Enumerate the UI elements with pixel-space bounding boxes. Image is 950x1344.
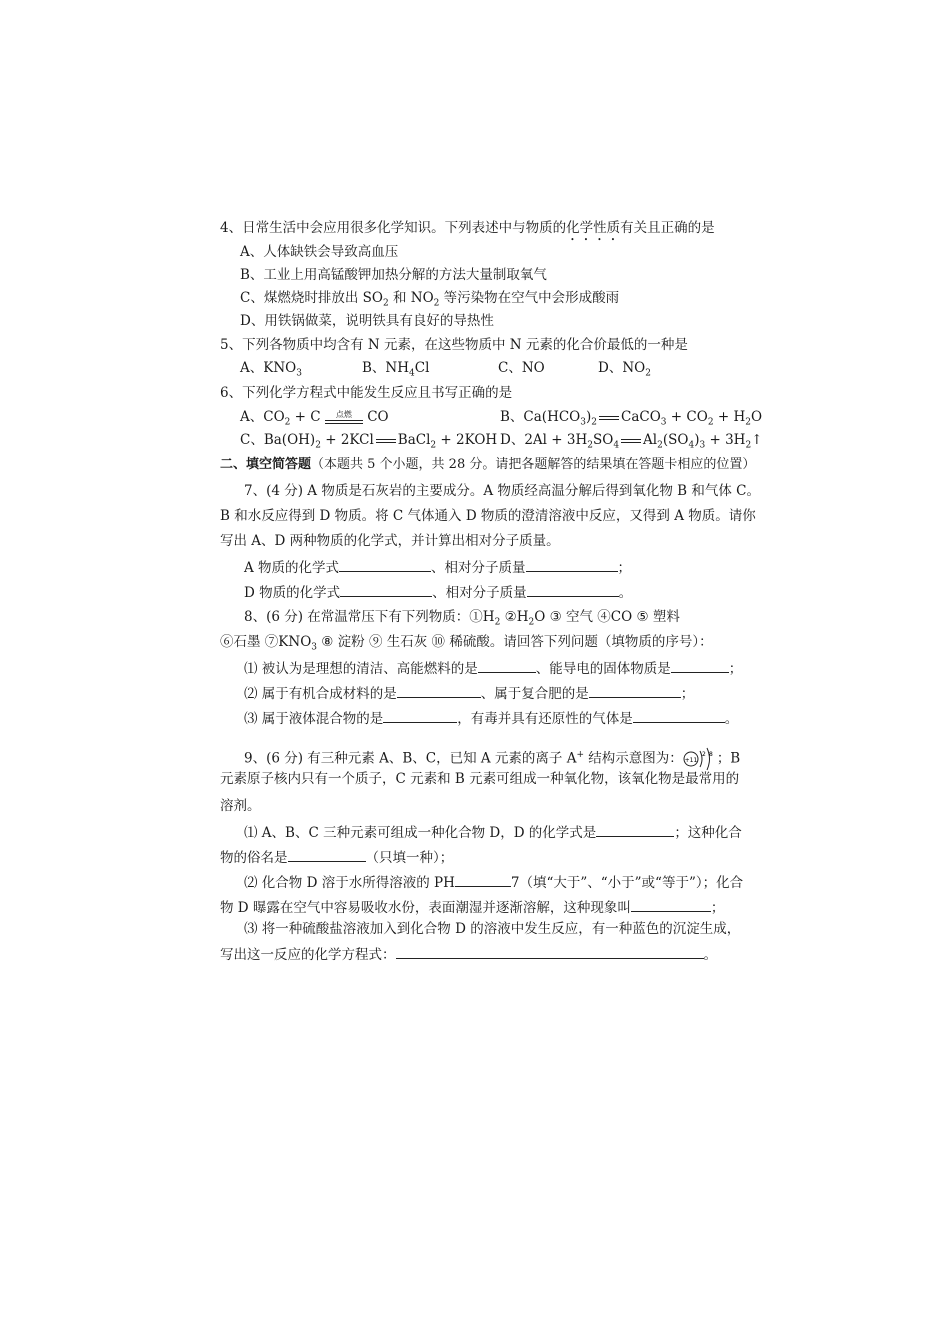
q8-s1-label2: 、能导电的固体物质是 [535,661,671,677]
superscript: + [576,750,585,760]
q7-d-formula-blank[interactable] [340,582,432,597]
q6-b-prod3: + H [713,409,746,425]
q9-s1-label3: 物的俗名是 [220,850,288,866]
q9-text2: 结构示意图为： [584,750,683,767]
q8-s1-blank2[interactable] [671,658,729,673]
q8-s2-label: ⑵ 属于有机合成材料的是 [244,686,397,702]
subscript: 4 [409,368,415,379]
q8-s3-blank2[interactable] [633,708,725,723]
q6-d-prod3: ) [694,432,700,448]
q9-sub1-line1 [244,822,742,842]
q6-a-product: CO [362,409,389,425]
subscript: 2 [382,298,389,309]
punctuation: ； [680,686,695,702]
q7-answer-d [244,582,632,602]
subscript: 2 [284,417,291,428]
punctuation: 。 [724,711,739,727]
subscript: 2 [745,440,752,451]
q6-option-c [240,431,497,455]
q7-line1: 7、(4 分) A 物质是石灰岩的主要成分。A 物质经高温分解后得到氧化物 B 和气体 C。 [244,483,760,499]
q4-c-text2: 和 NO [388,290,434,306]
q8-s1-blank1[interactable] [478,658,536,673]
q4-stem-text: 4、日常生活中会应用很多化学知识。下列表述中与物质的 [220,220,567,236]
q5-stem: 5、下列各物质中均含有 N 元素，在这些物质中 N 元素的化合价最低的一种是 [220,337,688,353]
q5-option-a [240,359,302,383]
subscript: 3 [699,440,706,451]
q9-sub3-line2 [220,944,717,964]
q9-sub2-line2 [220,897,724,917]
q6-option-a [240,408,389,432]
q7-answer-a [244,557,631,577]
punctuation: ； [710,900,725,916]
q5-b-text2: Cl [414,360,430,376]
q8-text5: ⑧ 淀粉 ⑨ 生石灰 ⑩ 稀硫酸。请回答下列问题（填物质的序号）： [317,634,713,650]
q4-option-a: A、人体缺铁会导致高血压 [240,244,399,260]
q8-text4: ⑥石墨 ⑦KNO [220,634,312,650]
subscript: 2 [657,440,663,451]
q6-a-text2: + C [290,409,325,425]
q6-stem: 6、下列化学方程式中能发生反应且书写正确的是 [220,385,513,401]
q9-sub3-line1: ⑶ 将一种硫酸盐溶液加入到化合物 D 的溶液中发生反应，有一种蓝色的沉淀生成， [244,921,741,937]
q9-sub2-line1 [244,872,743,892]
punctuation: 。 [703,947,717,963]
subscript: 3 [311,642,317,653]
q9-line2: 元素原子核内只有一个质子，C 元素和 B 元素可组成一种氧化物，该氧化物是最常用的 [220,771,740,787]
q8-s3-label: ⑶ 属于液体混合物的是 [244,711,384,727]
q4-option-b: B、工业上用高锰酸钾加热分解的方法大量制取氧气 [240,267,547,283]
punctuation: ； [617,560,632,576]
section-heading [220,456,755,474]
subscript: 2 [315,440,321,451]
q9-text3: ；B [716,750,741,767]
subscript: 2 [494,617,501,628]
q9-s1-label: ⑴ A、B、C 三种元素可组成一种化合物 D，D 的化学式是 [244,825,597,841]
q7-a-formula-blank[interactable] [339,557,431,572]
q9-s2-blank1[interactable] [455,872,511,887]
q8-line1 [244,608,680,632]
q6-a-text: A、CO [240,409,285,425]
q6-d-prod2: (SO [662,432,689,448]
q4-c-text3: 等污染物在空气中会形成酸雨 [439,290,620,306]
subscript: 3 [296,368,302,379]
q9-s2-label3: 物 D 曝露在空气中容易吸收水份，表面潮湿并逐渐溶解，这种现象叫 [220,900,631,916]
subscript: 4 [688,440,695,451]
q8-sub3 [244,708,738,728]
q9-s2-blank2[interactable] [631,897,711,912]
subscript: 4 [613,440,620,451]
q7-a-mass-blank[interactable] [526,557,618,572]
q4-stem-emphasis: 化学性质 [566,220,621,236]
q7-line3: 写出 A、D 两种物质的化学式，并计算出相对分子质量。 [220,533,560,549]
equals-sign [599,416,619,420]
q6-option-d [500,431,763,455]
subscript: 2 [430,440,437,451]
q8-s2-blank1[interactable] [397,683,481,698]
q6-c-text2: + 2KCl [320,432,374,448]
q4-option-c [240,289,619,313]
q5-option-d [598,359,651,383]
equals-line [325,420,363,424]
subscript: 3 [660,417,667,428]
punctuation: 。 [618,585,633,601]
q7-d-mass-label: 、相对分子质量 [432,585,527,601]
atom-shell1-label: 2 [701,751,706,758]
q6-b-text: B、Ca(HCO [500,409,581,425]
q9-s1-label2: ；这种化合 [674,825,742,841]
q9-s1-label4: （只填一种）； [365,850,454,866]
q8-sub2 [244,683,694,703]
q9-s1-blank1[interactable] [596,822,674,837]
subscript: 3 [580,417,586,428]
q4-option-d: D、用铁锅做菜，说明铁具有良好的导热性 [240,313,494,329]
q8-sub1 [244,658,742,678]
q5-b-text: B、NH [362,360,410,376]
q6-c-prod: BaCl [397,432,431,448]
q8-text2: ②H [500,609,529,625]
subscript: 2 [645,368,651,379]
punctuation: ； [728,661,743,677]
condition-label: 点燃 [335,410,352,419]
subscript: 2 [528,617,535,628]
atom-shell2-label: 8 [708,751,713,758]
subscript: 2 [433,298,440,309]
q8-s3-label2: ，有毒并具有还原性的气体是 [457,711,633,727]
q5-option-b [362,359,429,383]
q9-s3-blank[interactable] [396,944,704,959]
q6-c-text: C、Ba(OH) [240,432,316,448]
subscript: 2 [707,417,714,428]
subscript: 2 [591,417,597,428]
q8-s2-blank2[interactable] [589,683,681,698]
q7-d-formula-label: D 物质的化学式 [244,585,341,601]
q8-s3-blank1[interactable] [383,708,457,723]
q5-a-text: A、KNO [240,360,297,376]
section-title: 二、填空简答题 [220,457,312,472]
q9-s3-label: 写出这一反应的化学方程式： [220,947,396,963]
q9-sub1-line2 [220,847,453,867]
q6-b-prod2: + CO [666,409,708,425]
q8-text1: 8、(6 分) 在常温常压下有下列物质：①H [244,609,495,625]
q8-text3: O ③ 空气 ④CO ⑤ 塑料 [534,609,680,625]
q5-d-text: D、NO [598,360,646,376]
q4-stem [220,219,715,244]
atom-nucleus-label: +11 [684,757,698,764]
q9-s1-blank2[interactable] [288,847,366,862]
q7-d-mass-blank[interactable] [527,582,619,597]
subscript: 2 [745,417,751,428]
q8-line2 [220,633,713,657]
equals-sign [621,439,641,443]
q8-s2-label2: 、属于复合肥的是 [480,686,589,702]
q6-d-text2: SO [592,432,614,448]
q7-a-mass-label: 、相对分子质量 [431,560,526,576]
q9-text1: 9、(6 分) 有三种元素 A、B、C，已知 A 元素的离子 A [244,750,577,767]
q6-d-text: D、2Al + 3H [500,432,588,448]
q7-a-formula-label: A 物质的化学式 [244,560,340,576]
q9-line3: 溶剂。 [220,798,261,814]
q9-s2-label2: 7（填“大于”、“小于”或“等于”）；化合 [510,875,744,891]
subscript: 2 [587,440,593,451]
q4-stem-end: 有关且正确的是 [620,220,715,236]
equals-sign [376,439,396,443]
q6-b-prod: CaCO [621,409,661,425]
q7-line2: B 和水反应得到 D 物质。将 C 气体通入 D 物质的澄清溶液中反应，又得到 A 物质。请你 [220,508,756,524]
q9-s2-label: ⑵ 化合物 D 溶于水所得溶液的 PH [244,875,455,891]
q6-option-b: B、$Ca(HCO_3)_2$ CaCO$_3$ + $CO_2 + H_2O$ [500,409,763,428]
section-note: （本题共 5 个小题，共 28 分。请把各题解答的结果填在答题卡相应的位置） [311,457,756,472]
q5-option-c: C、NO [498,360,545,376]
q6-c-prod2: + 2KOH [436,432,498,448]
q6-d-prod: Al [643,432,658,448]
q6-b-prod4: O [750,409,763,425]
q6-d-prod4: + 3H [705,432,746,448]
reaction-condition-arrow [325,411,363,424]
q4-c-text1: C、煤燃烧时排放出 SO [240,290,383,306]
q8-s1-label: ⑴ 被认为是理想的清洁、高能燃料的是 [244,661,478,677]
q6-d-prod5: ↑ [751,432,763,448]
